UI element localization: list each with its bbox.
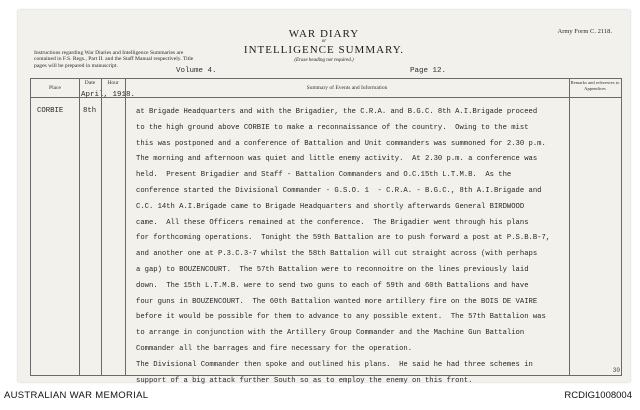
col-summary: Summary of Events and Information — [125, 79, 569, 98]
erase-note: (Erase heading not required.) — [294, 58, 354, 63]
col-hour: Hour — [101, 79, 125, 98]
col-date: Date — [79, 79, 101, 98]
divider — [79, 79, 80, 375]
entry-line: held. Present Brigadier and Staff - Battalion Commanders and O.C.15th L.T.M.B. As the — [136, 171, 512, 180]
entry-line: at Brigade Headquarters and with the Brigadier, the C.R.A. and B.G.C. 8th A.I.Brigade proceed — [136, 108, 538, 116]
divider — [125, 79, 126, 375]
diary-page — [18, 10, 630, 385]
entry-text — [136, 105, 582, 389]
army-form-number: Army Form C. 2118. — [557, 28, 612, 35]
title-or: or — [321, 39, 327, 44]
corner-folio-mark: 30 — [612, 367, 620, 374]
entry-line: this was postponed and a conference of Battalion and Unit commanders was summoned for 2.30 p.m. — [136, 139, 546, 148]
entry-line: and another one at P.3.C.3-7 whilst the 58th Battalion will cut straight across (with perhaps — [136, 250, 538, 259]
entry-line: support of a big attack further South so as to employ the enemy on this front. — [136, 376, 473, 385]
entry-line: four guns in BOUZENCOURT. The 60th Battalion wanted more artillery fire on the BOIS DE VAIRE — [136, 297, 538, 306]
entry-date: 8th — [83, 107, 97, 115]
instructions-note: Instructions regarding War Diaries and Intelligence Summaries are contained in F.S. Regs., Part II. and the Staff Manual respectively. Title pages will be prepared in manuscript. — [34, 50, 194, 69]
entry-line: came. All these Officers remained at the conference. The Brigadier went through his plans — [136, 218, 529, 227]
entry-line: to the high ground above CORBIE to make a reconnaissance of the country. Owing to the mist — [136, 123, 529, 132]
entry-line: for forthcoming operations. Tonight the 59th Battalion are to push forward a post at P.S.B.B-7, — [136, 234, 551, 243]
col-place: Place — [31, 79, 79, 98]
entry-line: The morning and afternoon was quiet and little enemy activity. At 2.30 p.m. a conference was — [136, 155, 538, 164]
page-label: Page 12. — [410, 67, 447, 75]
title-war-diary: WAR DIARY — [288, 28, 360, 40]
date-header: April, 1918. — [81, 91, 136, 99]
footer-source: AUSTRALIAN WAR MEMORIAL — [4, 390, 149, 401]
entry-line: conference started the Divisional Commander - G.S.O. 1 - C.R.A. - B.G.C., 8th A.I.Brigade and — [136, 186, 542, 195]
entry-line: The Divisional Commander then spoke and outlined his plans. He said he had three schemes in — [136, 360, 533, 369]
entry-place: CORBIE — [37, 107, 64, 115]
title-intelligence-summary: INTELLIGENCE SUMMARY. — [243, 44, 405, 56]
entry-line: to arrange in conjunction with the Artillery Group Commander and the Machine Gun Battalion — [136, 329, 525, 338]
diary-table — [30, 78, 622, 385]
entry-line: before it would be possible for them to advance to any possible extent. The 57th Battalion was — [136, 313, 546, 322]
footer-record-id: RCDIG1008004 — [564, 390, 632, 401]
entry-line: Commander all the barrages and fire necessary for the operation. — [136, 344, 413, 353]
entry-line: C.C. 14th A.I.Brigade came to Brigade Headquarters and shortly afterwards General BIRDWOOD — [136, 202, 525, 211]
footer-bar — [0, 388, 640, 410]
divider — [101, 79, 102, 375]
col-remarks: Remarks and references to Appendices — [569, 79, 621, 98]
volume-label: Volume 4. — [176, 67, 217, 75]
entry-line: down. The 15th L.T.M.B. were to send two guns to each of 59th and 60th Battalions and have — [136, 281, 529, 290]
entry-line: a gap) to BOUZENCOURT. The 57th Battalion were to reconnoitre on the lines previously laid — [136, 265, 529, 274]
